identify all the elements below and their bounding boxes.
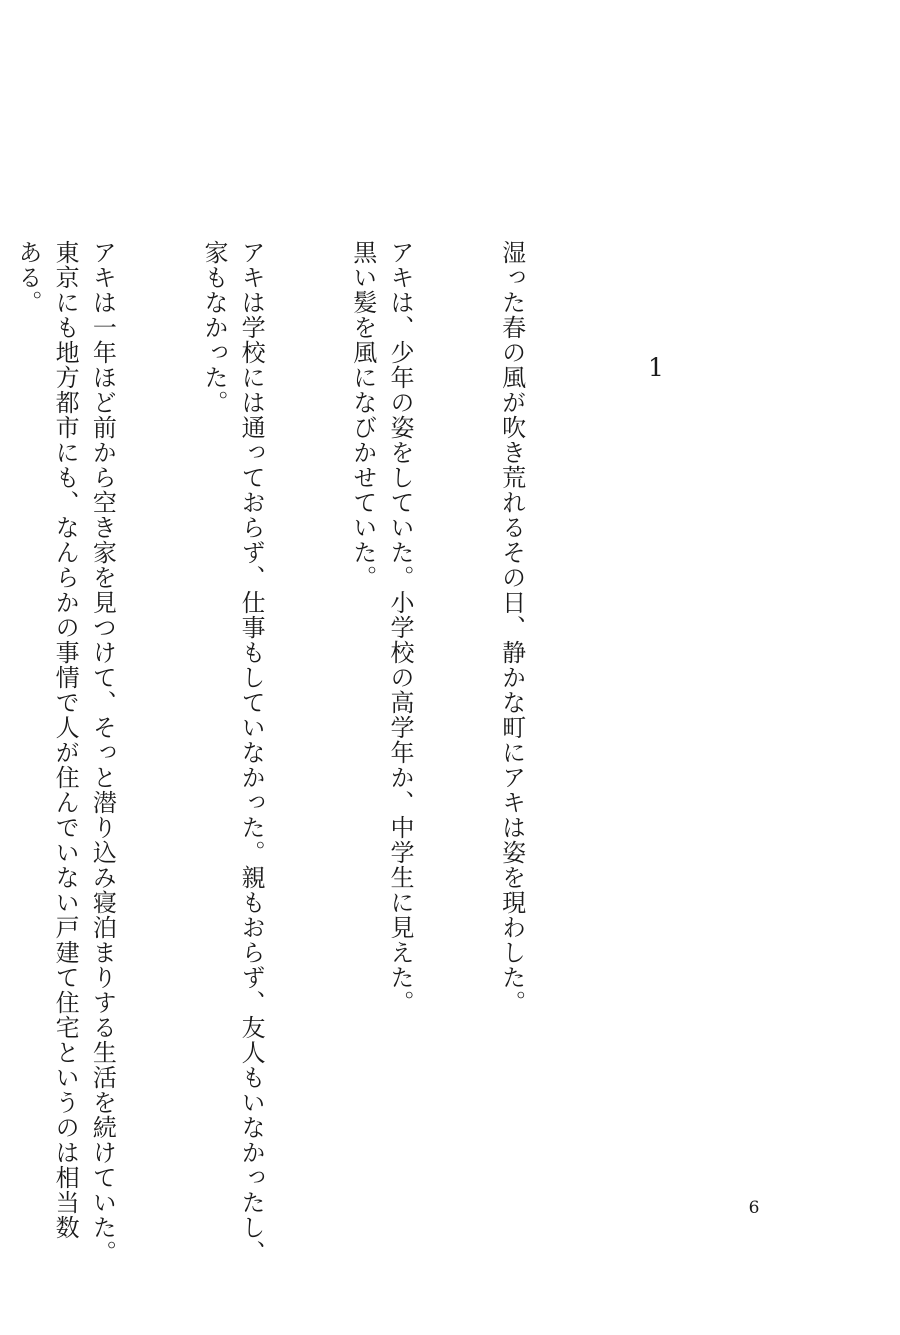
body-text [0, 240, 604, 1265]
paragraph: 湿った春の風が吹き荒れるその日、静かな町にアキは姿を現わした。 [497, 240, 526, 1015]
paragraph: アキは学校には通っておらず、仕事もしていなかった。親もおらず、友人もいなかったし、 家もなかった。 [199, 240, 266, 1265]
chapter-number: 1 [648, 353, 664, 382]
page-number: 6 [748, 1198, 760, 1218]
paragraph: アキは一年ほど前から空き家を見つけて、そっと潜り込み寝泊まりする生活を続けていた。 東京にも地方都市にも、なんらかの事情で人が住んでいない戸建て住宅というのは相当数 ある。 [13, 240, 117, 1265]
paragraph: アキは、少年の姿をしていた。小学校の高学年か、中学生に見えた。 黒い髪を風になびかせていた。 [348, 240, 414, 1015]
